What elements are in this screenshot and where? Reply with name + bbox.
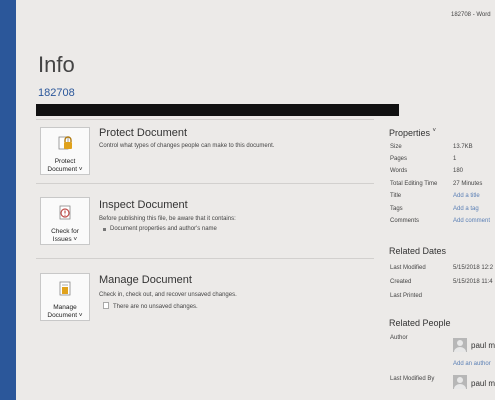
protect-button-label: Protect	[54, 158, 76, 165]
last-modified-by-label: Last Modified By	[390, 376, 435, 382]
check-issues-button-label-2: Issues ˅	[52, 236, 78, 243]
bullet-icon	[103, 228, 106, 231]
add-tag-field[interactable]: Add a tag	[453, 206, 479, 212]
prop-words-label: Words	[390, 168, 408, 174]
created-value: 5/15/2018 11:4	[453, 279, 493, 285]
section-divider	[36, 258, 374, 259]
properties-title: Properties	[389, 128, 431, 138]
manage-document-button[interactable]	[40, 273, 90, 321]
prop-size-label: Size	[390, 144, 402, 150]
prop-tags-label: Tags	[390, 206, 403, 212]
backstage-sidebar	[0, 0, 16, 400]
check-issues-button-label: Check for	[51, 228, 79, 235]
person-icon	[453, 338, 467, 352]
manage-bullet	[103, 302, 198, 311]
last-modified-value: 5/15/2018 12:2	[453, 265, 494, 271]
prop-comments-label: Comments	[390, 218, 420, 224]
last-modified-label: Last Modified	[390, 265, 426, 271]
last-printed-label: Last Printed	[390, 293, 423, 299]
protect-document-title: Protect Document	[99, 127, 188, 139]
inspect-document-title: Inspect Document	[99, 199, 188, 211]
protect-button-label-2: Document ˅	[47, 166, 83, 173]
check-for-issues-button[interactable]	[40, 197, 90, 245]
page-title: Info	[38, 52, 75, 77]
protect-document-description: Control what types of changes people can make to this document.	[99, 143, 275, 149]
document-name: 182708	[38, 87, 75, 99]
prop-pages-value: 1	[453, 156, 457, 162]
prop-editing-time-value: 27 Minutes	[453, 181, 483, 187]
inspect-document-description: Before publishing this file, be aware that it contains:	[99, 216, 236, 222]
section-divider	[36, 119, 374, 120]
avatar	[453, 375, 467, 389]
inspect-document-icon	[56, 204, 74, 227]
prop-title-label: Title	[390, 193, 402, 199]
manage-document-description: Check in, check out, and recover unsaved changes.	[99, 292, 237, 298]
add-author-link[interactable]: Add an author	[453, 361, 491, 367]
manage-document-title: Manage Document	[99, 274, 192, 286]
properties-dropdown[interactable]	[389, 128, 436, 138]
section-divider	[36, 183, 374, 184]
author-label: Author	[390, 335, 408, 341]
document-small-icon	[103, 302, 109, 311]
author-name[interactable]: paul m	[471, 341, 495, 350]
last-modified-by-name[interactable]: paul m	[471, 379, 495, 388]
prop-pages-label: Pages	[390, 156, 408, 162]
chevron-down-icon: ˅	[432, 128, 437, 134]
person-icon	[453, 375, 467, 389]
add-title-field[interactable]: Add a title	[453, 193, 480, 199]
prop-editing-time-label: Total Editing Time	[390, 181, 438, 187]
manage-bullet-text: There are no unsaved changes.	[113, 303, 198, 310]
inspect-bullet	[103, 226, 217, 232]
redacted-path-bar	[36, 104, 399, 116]
protect-document-button[interactable]	[40, 127, 90, 175]
prop-size-value: 13.7KB	[453, 144, 473, 150]
add-comment-field[interactable]: Add comment	[453, 218, 491, 224]
inspect-bullet-text: Document properties and author's name	[110, 226, 217, 232]
manage-document-icon	[56, 280, 74, 303]
prop-words-value: 180	[453, 168, 464, 174]
manage-button-label: Manage	[53, 304, 77, 311]
avatar	[453, 338, 467, 352]
created-label: Created	[390, 279, 412, 285]
window-title: 182708 - Word	[451, 12, 491, 18]
lock-icon	[56, 134, 74, 157]
related-dates-title: Related Dates	[389, 246, 447, 256]
manage-button-label-2: Document ˅	[47, 312, 83, 319]
related-people-title: Related People	[389, 318, 451, 328]
